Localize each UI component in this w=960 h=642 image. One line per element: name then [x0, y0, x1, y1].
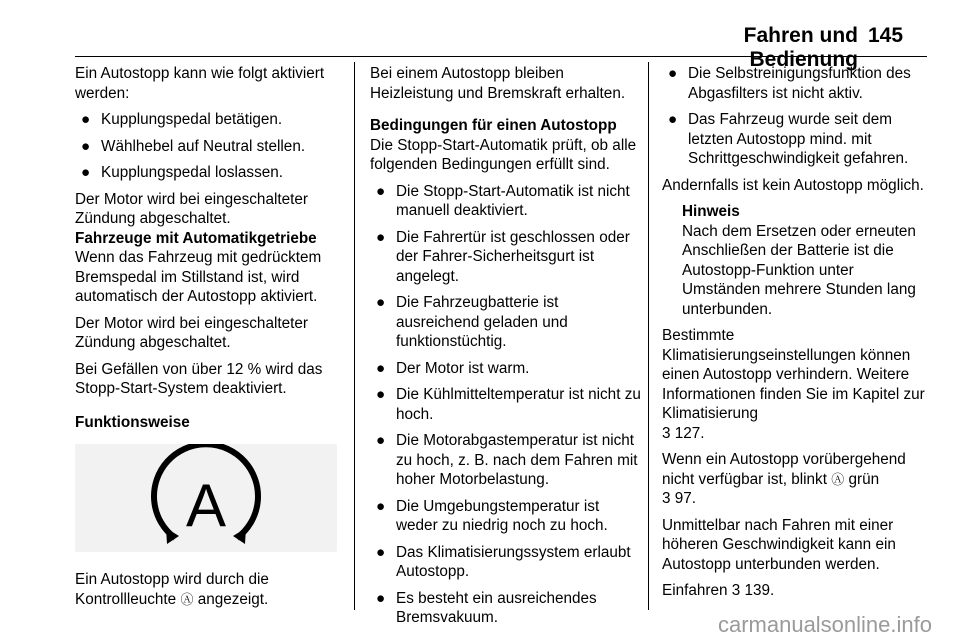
autostop-icon-illustration: [75, 444, 337, 552]
bullet-icon: ●: [81, 137, 91, 155]
bullet-icon: ●: [668, 65, 678, 82]
list-item: ● Der Motor ist warm.: [376, 359, 530, 377]
section-heading: Bedingungen für einen Autostopp: [370, 117, 617, 134]
list-item: ● Das Klimatisierungssystem erlaubt Autostopp.: [376, 543, 631, 580]
paragraph: Wenn das Fahrzeug mit gedrücktem Bremspedal im Stillstand ist, wird automatisch der Autostopp aktiviert.: [75, 249, 322, 305]
bullet-list: [75, 110, 347, 183]
list-item: ● Die Motorabgastemperatur ist nicht zu hoch, z. B. nach dem Fahren mit hoher Motorbelastung.: [376, 432, 638, 488]
list-item: ● Wählhebel auf Neutral stellen.: [81, 137, 306, 155]
icon-letter: A: [185, 472, 227, 539]
bullet-icon: ●: [376, 589, 386, 607]
bullet-list: [370, 182, 642, 628]
list-item: ● Kupplungspedal betätigen.: [81, 111, 283, 128]
paragraph: Die Stopp-Start-Automatik prüft, ob alle folgenden Bedingungen erfüllt sind.: [370, 136, 637, 173]
bullet-icon: ●: [376, 543, 386, 561]
page-title: Fahren und Bedienung: [743, 24, 858, 71]
bullet-icon: ●: [376, 432, 386, 449]
note-title: Hinweis: [682, 203, 740, 220]
paragraph: Bestimmte Klimatisierungseinstellungen können einen Autostopp verhindern. Weitere Informationen finden Sie im Kapitel zur Klimatisierung 3 127.: [662, 327, 925, 442]
list-item: ● Es besteht ein ausreichendes Bremsvakuum.: [376, 589, 597, 626]
column-2: [370, 64, 642, 635]
column-divider-1: [354, 62, 355, 610]
paragraph: Bei einem Autostopp bleiben Heizleistung und Bremskraft erhalten.: [370, 65, 626, 102]
page-reference: 3 97.: [662, 490, 697, 507]
column-3: [662, 64, 932, 608]
paragraph: Wenn ein Autostopp vorübergehend nicht verfügbar ist, blinkt Ⓐ grün 3 97.: [662, 451, 906, 507]
bullet-icon: ●: [81, 111, 91, 128]
list-item: ● Die Umgebungstemperatur ist weder zu niedrig noch zu hoch.: [376, 497, 608, 534]
paragraph: Bei Gefällen von über 12 % wird das Stopp-Start-System deaktiviert.: [75, 360, 323, 397]
autostop-a-icon: [75, 444, 337, 552]
bullet-icon: ●: [376, 386, 386, 403]
bullet-icon: ●: [376, 182, 386, 200]
bullet-icon: ●: [376, 497, 386, 515]
paragraph: Der Motor wird bei eingeschalteter Zündung abgeschaltet.: [75, 190, 308, 227]
autostop-small-icon: Ⓐ: [831, 471, 845, 487]
bullet-icon: ●: [376, 294, 386, 311]
section-heading: Funktionsweise: [75, 413, 190, 431]
paragraph: Andernfalls ist kein Autostopp möglich.: [662, 176, 924, 194]
bullet-icon: ●: [376, 359, 386, 377]
list-item: ● Die Stopp-Start-Automatik ist nicht manuell deaktiviert.: [376, 182, 630, 219]
bullet-icon: ●: [668, 111, 678, 128]
column-1: [75, 64, 347, 616]
note-box: [662, 202, 932, 319]
bullet-icon: ●: [376, 228, 386, 246]
paragraph: Ein Autostopp kann wie folgt aktiviert werden:: [75, 65, 325, 102]
bullet-icon: ●: [81, 164, 91, 181]
page-number: 145: [868, 24, 904, 47]
list-item: ● Die Fahrzeugbatterie ist ausreichend geladen und funktionstüchtig.: [376, 294, 568, 350]
watermark: carmanualsonline.info: [717, 612, 932, 637]
list-item: ● Das Fahrzeug wurde seit dem letzten Autostopp mind. mit Schrittgeschwindigkeit gefahren.: [668, 111, 909, 167]
note-text: Nach dem Ersetzen oder erneuten Anschließen der Batterie ist die Autostopp-Funktion unter Umständen mehrere Stunden lang unterbunden.: [682, 222, 916, 318]
column-divider-2: [648, 62, 649, 610]
header-divider: [75, 56, 927, 57]
autostop-small-icon: Ⓐ: [180, 591, 194, 607]
paragraph: Ein Autostopp wird durch die Kontrollleuchte Ⓐ angezeigt.: [75, 571, 269, 608]
page-reference: 3 127.: [662, 424, 705, 442]
paragraph: Unmittelbar nach Fahren mit einer höheren Geschwindigkeit kann ein Autostopp unterbunden werden.: [662, 516, 896, 573]
paragraph: Der Motor wird bei eingeschalteter Zündung abgeschaltet.: [75, 314, 308, 351]
list-item: ● Die Selbstreinigungsfunktion des Abgasfilters ist nicht aktiv.: [668, 65, 911, 102]
paragraph: Einfahren 3 139.: [662, 582, 775, 599]
list-item: ● Die Kühlmitteltemperatur ist nicht zu hoch.: [376, 386, 641, 423]
section-heading: Fahrzeuge mit Automatikgetriebe: [75, 229, 317, 247]
bullet-list: [662, 64, 932, 169]
list-item: ● Die Fahrertür ist geschlossen oder der Fahrer-Sicherheitsgurt ist angelegt.: [376, 228, 630, 285]
list-item: ● Kupplungspedal loslassen.: [81, 164, 283, 181]
